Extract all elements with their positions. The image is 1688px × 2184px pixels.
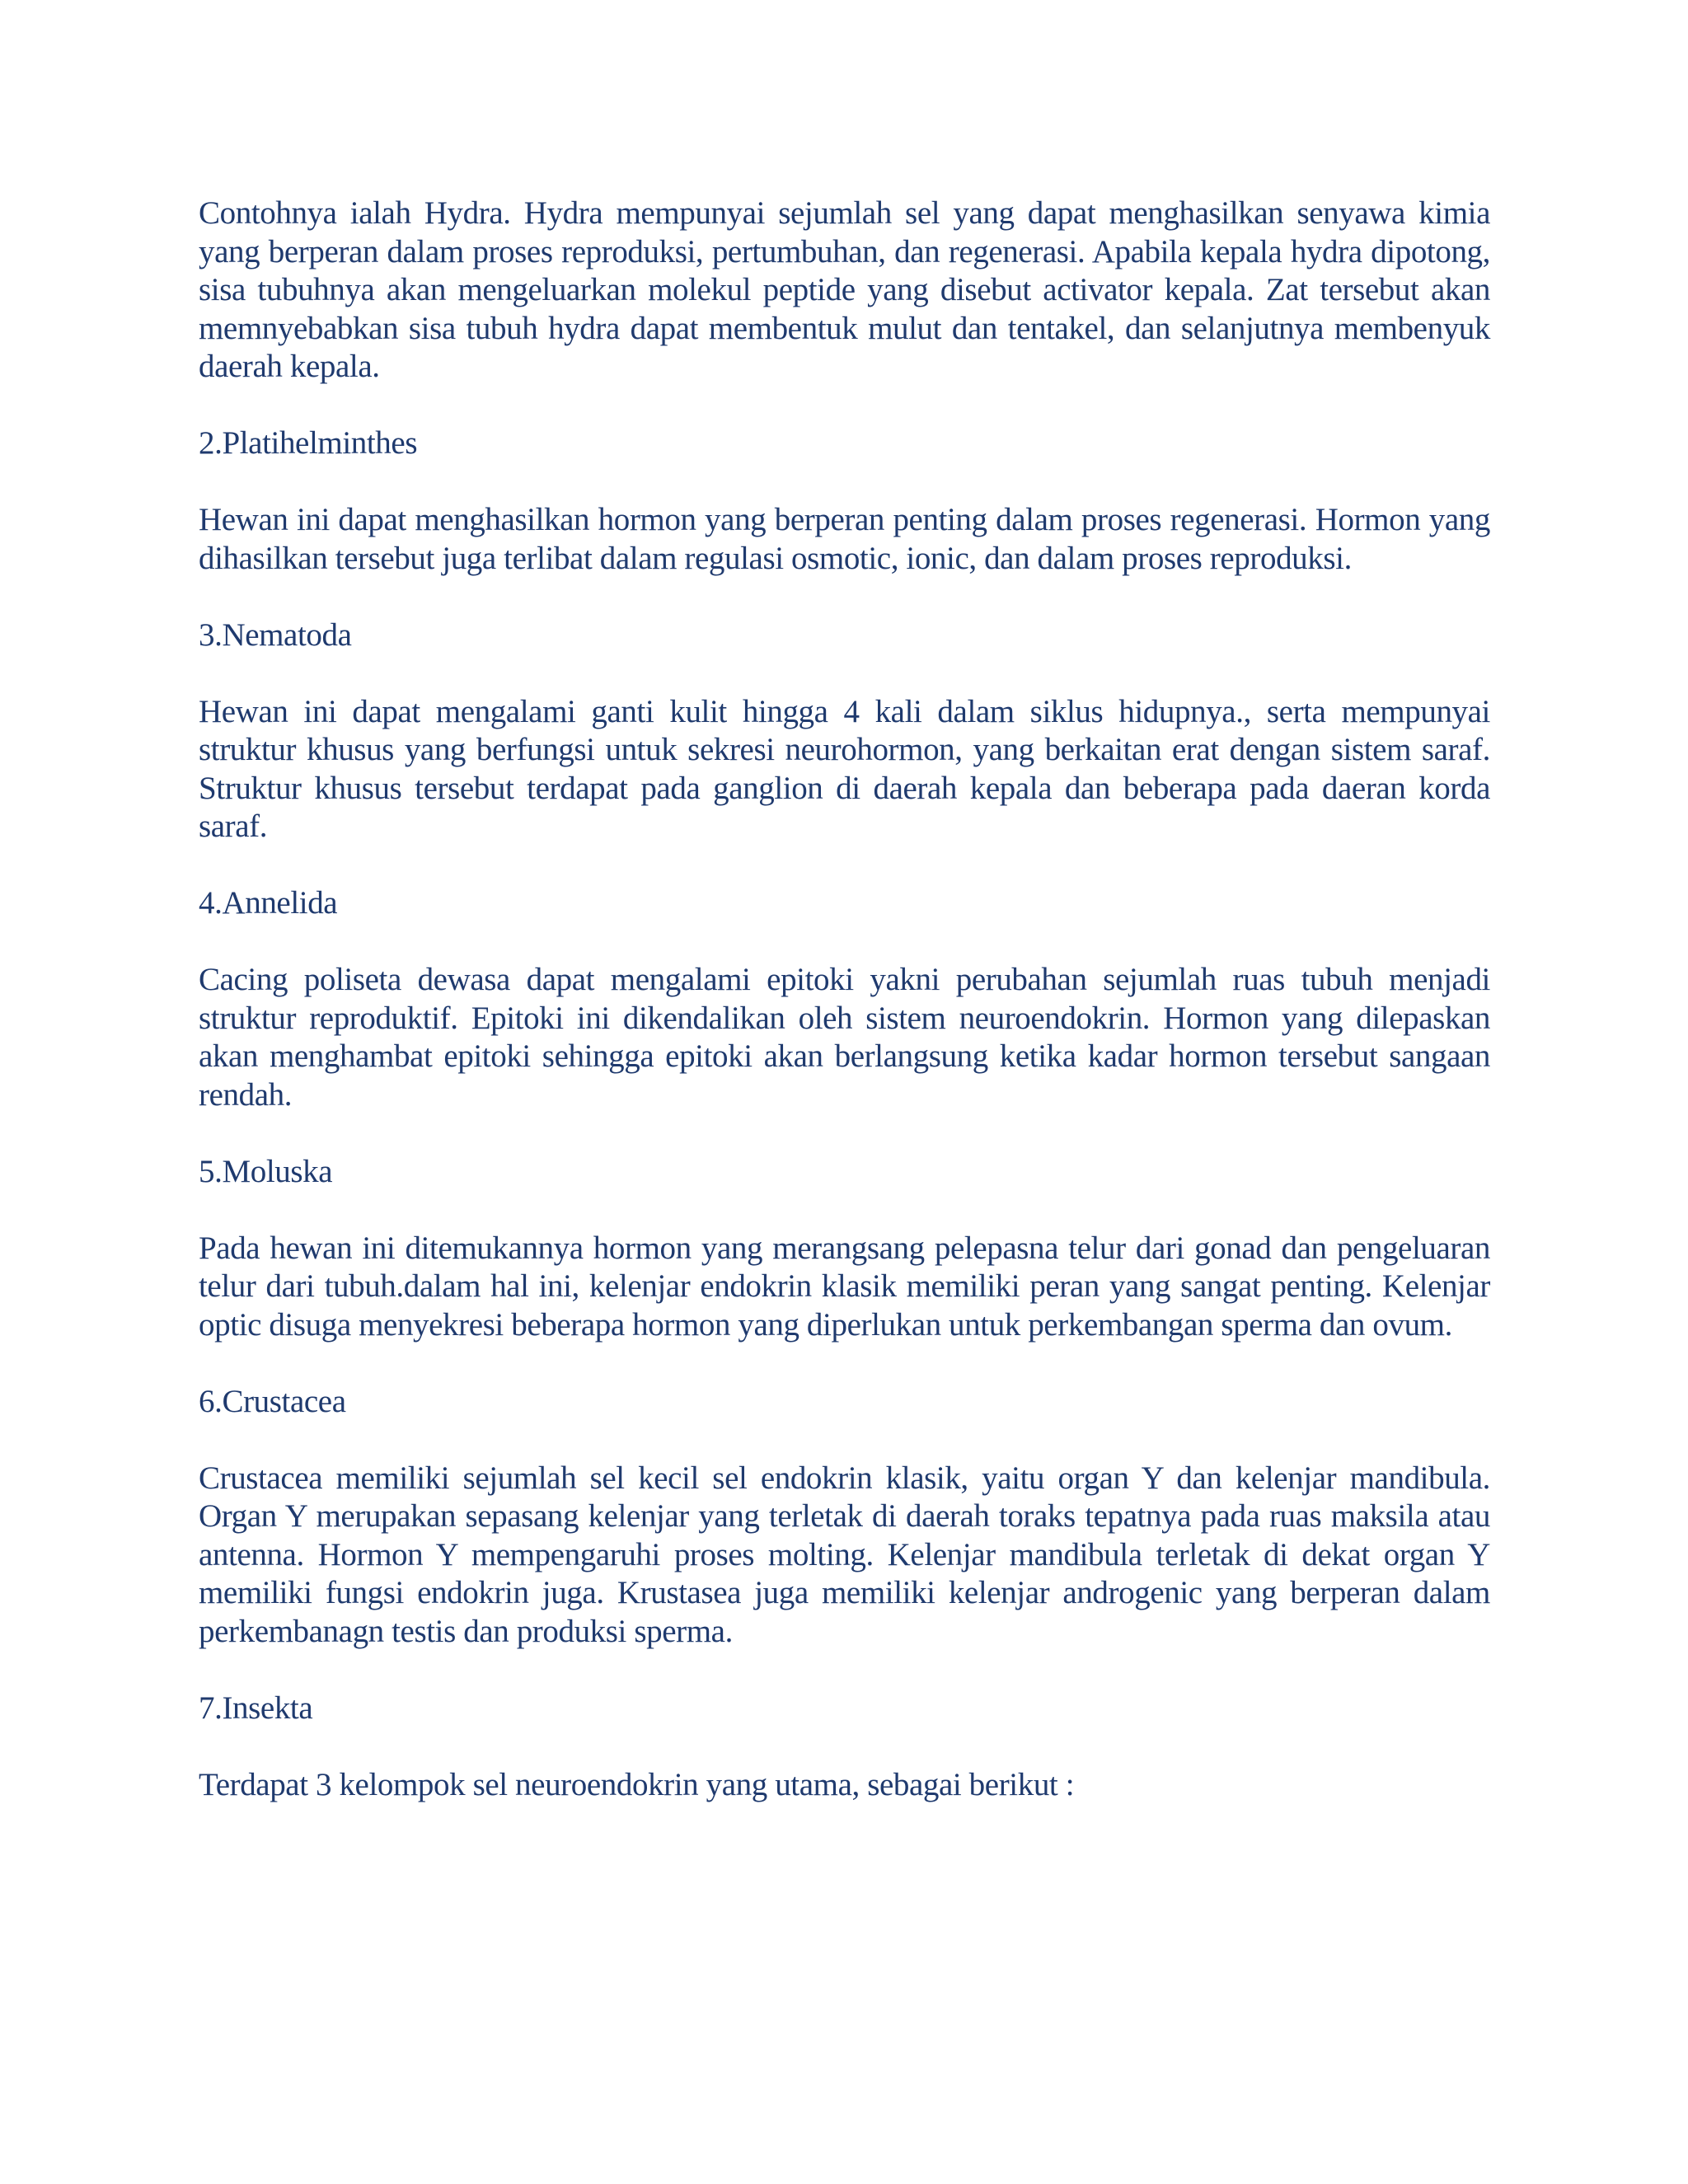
paragraph-insekta: Terdapat 3 kelompok sel neuroendokrin yang utama, sebagai berikut : [199,1766,1075,1802]
paragraph-hydra: Contohnya ialah Hydra. Hydra mempunyai sejumlah sel yang dapat menghasilkan senyawa kimia yang berperan dalam proses reproduksi, pertumbuhan, dan regenerasi. Apabila kepala hydra dipotong, sisa tubuhnya akan mengeluarkan molekul peptide yang disebut activator kepala. Zat tersebut akan memnyebabkan sisa tubuh hydra dapat membentuk mulut dan tentakel, dan selanjutnya membenyuk daerah kepala. [199,195,1490,384]
heading-moluska: 5.Moluska [199,1153,333,1189]
paragraph-crustacea: Crustacea memiliki sejumlah sel kecil sel endokrin klasik, yaitu organ Y dan kelenjar mandibula. Organ Y merupakan sepasang kelenjar yang terletak di daerah toraks tepatnya pada ruas maksila atau antenna. Hormon Y mempengaruhi proses molting. Kelenjar mandibula terletak di dekat organ Y memiliki fungsi endokrin juga. Krustasea juga memiliki kelenjar androgenic yang berperan dalam perkembanagn testis dan produksi sperma. [199,1460,1490,1649]
heading-annelida: 4.Annelida [199,885,338,921]
paragraph-nematoda: Hewan ini dapat mengalami ganti kulit hingga 4 kali dalam siklus hidupnya., serta mempunyai struktur khusus yang berfungsi untuk sekresi neurohormon, yang berkaitan erat dengan sistem saraf. Struktur khusus tersebut terdapat pada ganglion di daerah kepala dan beberapa pada daeran korda saraf. [199,693,1490,844]
document-body [199,194,1490,1843]
paragraph-moluska: Pada hewan ini ditemukannya hormon yang merangsang pelepasna telur dari gonad dan pengeluaran telur dari tubuh.dalam hal ini, kelenjar endokrin klasik memiliki peran yang sangat penting. Kelenjar optic disuga menyekresi beberapa hormon yang diperlukan untuk perkembangan sperma dan ovum. [199,1230,1490,1343]
heading-crustacea: 6.Crustacea [199,1383,346,1419]
paragraph-platihelminthes: Hewan ini dapat menghasilkan hormon yang berperan penting dalam proses regenerasi. Hormon yang dihasilkan tersebut juga terlibat dalam regulasi osmotic, ionic, dan dalam proses reproduksi. [199,502,1490,576]
paragraph-annelida: Cacing poliseta dewasa dapat mengalami epitoki yakni perubahan sejumlah ruas tubuh menjadi struktur reproduktif. Epitoki ini dikendalikan oleh sistem neuroendokrin. Hormon yang dilepaskan akan menghambat epitoki sehingga epitoki akan berlangsung ketika kadar hormon tersebut sangaan rendah. [199,962,1490,1113]
heading-platihelminthes: 2.Platihelminthes [199,425,418,461]
heading-nematoda: 3.Nematoda [199,616,352,653]
heading-insekta: 7.Insekta [199,1690,313,1726]
